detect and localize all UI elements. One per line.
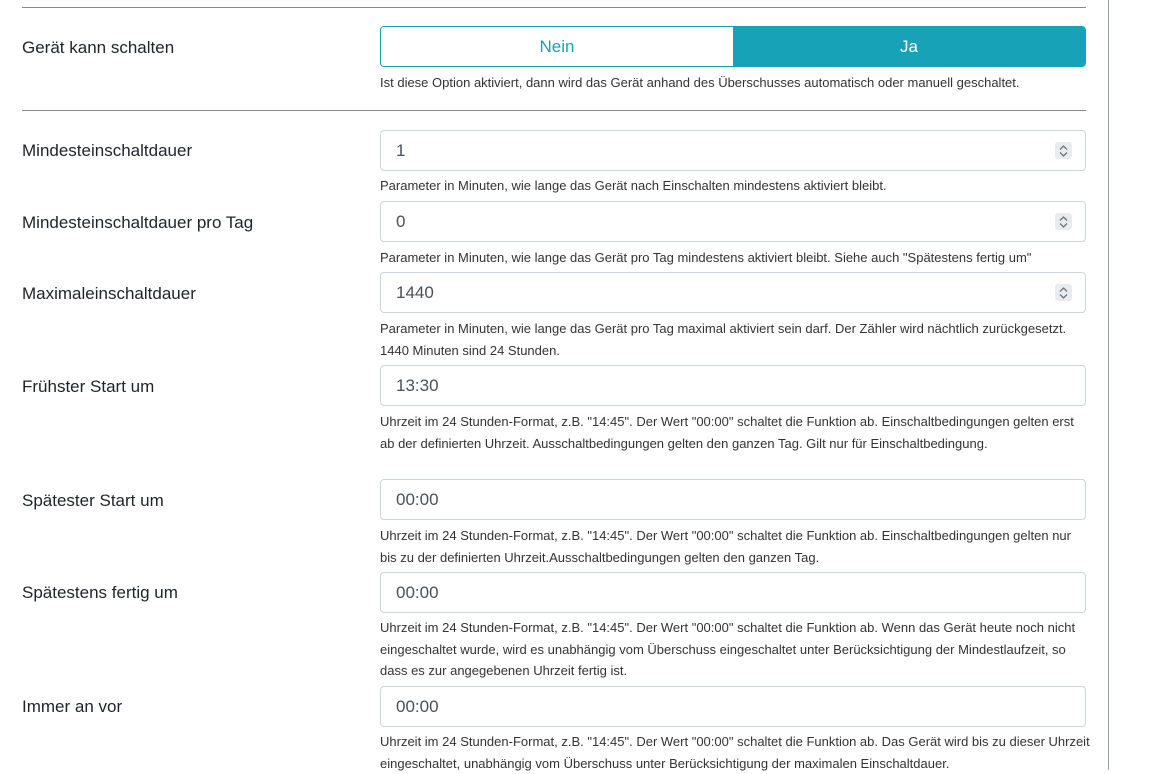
help-min-on-duration: Parameter in Minuten, wie lange das Gerät nach Einschalten mindestens aktiviert bleibt. [380, 178, 887, 193]
help-max-on-duration: Parameter in Minuten, wie lange das Gerät pro Tag maximal aktiviert sein darf. Der Zähler wird nächtlich zurückgesetzt. 1440 Minuten sind 24 Stunden. [380, 321, 1067, 358]
finish-by-input[interactable] [380, 572, 1086, 613]
toggle-option-yes[interactable]: Ja [733, 27, 1085, 66]
label-earliest-start: Frühster Start um [22, 377, 155, 396]
finish-by-value: 00:00 [396, 583, 439, 602]
help-latest-start: Uhrzeit im 24 Stunden-Format, z.B. "14:45". Der Wert "00:00" schaltet die Funktion ab. Einschaltbedingungen gelten nur bis zu der definierten Uhrzeit.Ausschaltbedingungen gelten den ganzen Tag. [380, 528, 1071, 565]
latest-start-value: 00:00 [396, 490, 439, 509]
help-earliest-start: Uhrzeit im 24 Stunden-Format, z.B. "14:45". Der Wert "00:00" schaltet die Funktion ab. Einschaltbedingungen gelten erst ab der definierten Uhrzeit. Ausschaltbedingungen gelten den ganzen Tag. Gilt nur für Einschaltbedingung. [380, 414, 1074, 451]
divider-mid [22, 110, 1086, 111]
min-on-duration-per-day-input[interactable] [380, 201, 1086, 242]
always-on-before-input[interactable] [380, 686, 1086, 727]
device-can-switch-toggle[interactable] [380, 26, 1086, 67]
toggle-option-no[interactable]: Nein [381, 27, 733, 66]
help-always-on-before: Uhrzeit im 24 Stunden-Format, z.B. "14:45". Der Wert "00:00" schaltet die Funktion ab. Das Gerät wird bis zu dieser Uhrzeit eingeschaltet, unabhängig vom Überschuss unter Berücksichtigung der maximalen Einschaltdauer. [380, 734, 1090, 771]
label-device-can-switch: Gerät kann schalten [22, 38, 175, 57]
label-finish-by: Spätestens fertig um [22, 583, 178, 602]
earliest-start-value: 13:30 [396, 376, 439, 395]
label-always-on-before: Immer an vor [22, 697, 123, 716]
always-on-before-value: 00:00 [396, 697, 439, 716]
spinner-updown-icon[interactable] [1055, 284, 1072, 301]
min-on-duration-value: 1 [396, 141, 406, 160]
spinner-updown-icon[interactable] [1055, 142, 1072, 159]
label-latest-start: Spätester Start um [22, 491, 164, 510]
divider-top [22, 7, 1086, 8]
max-on-duration-value: 1440 [396, 283, 434, 302]
min-on-duration-input[interactable] [380, 130, 1086, 171]
earliest-start-input[interactable] [380, 365, 1086, 406]
max-on-duration-input[interactable] [380, 272, 1086, 313]
scroll-container-border [1108, 0, 1109, 770]
label-max-on-duration: Maximaleinschaltdauer [22, 284, 196, 303]
label-min-on-duration: Mindesteinschaltdauer [22, 141, 193, 160]
spinner-updown-icon[interactable] [1055, 213, 1072, 230]
label-min-on-duration-per-day: Mindesteinschaltdauer pro Tag [22, 213, 254, 232]
latest-start-input[interactable] [380, 479, 1086, 520]
help-device-can-switch: Ist diese Option aktiviert, dann wird das Gerät anhand des Überschusses automatisch oder manuell geschaltet. [380, 75, 1020, 90]
help-min-on-duration-per-day: Parameter in Minuten, wie lange das Gerät pro Tag mindestens aktiviert bleibt. Siehe auch "Spätestens fertig um" [380, 250, 1032, 265]
help-finish-by: Uhrzeit im 24 Stunden-Format, z.B. "14:45". Der Wert "00:00" schaltet die Funktion ab. Wenn das Gerät heute noch nicht eingeschaltet wurde, wird es unabhängig vom Überschuss eingeschaltet unter Berücksichtigung der Mindestlaufzeit, so dass es zur angegebenen Uhrzeit fertig ist. [380, 620, 1076, 678]
min-on-duration-per-day-value: 0 [396, 212, 406, 231]
